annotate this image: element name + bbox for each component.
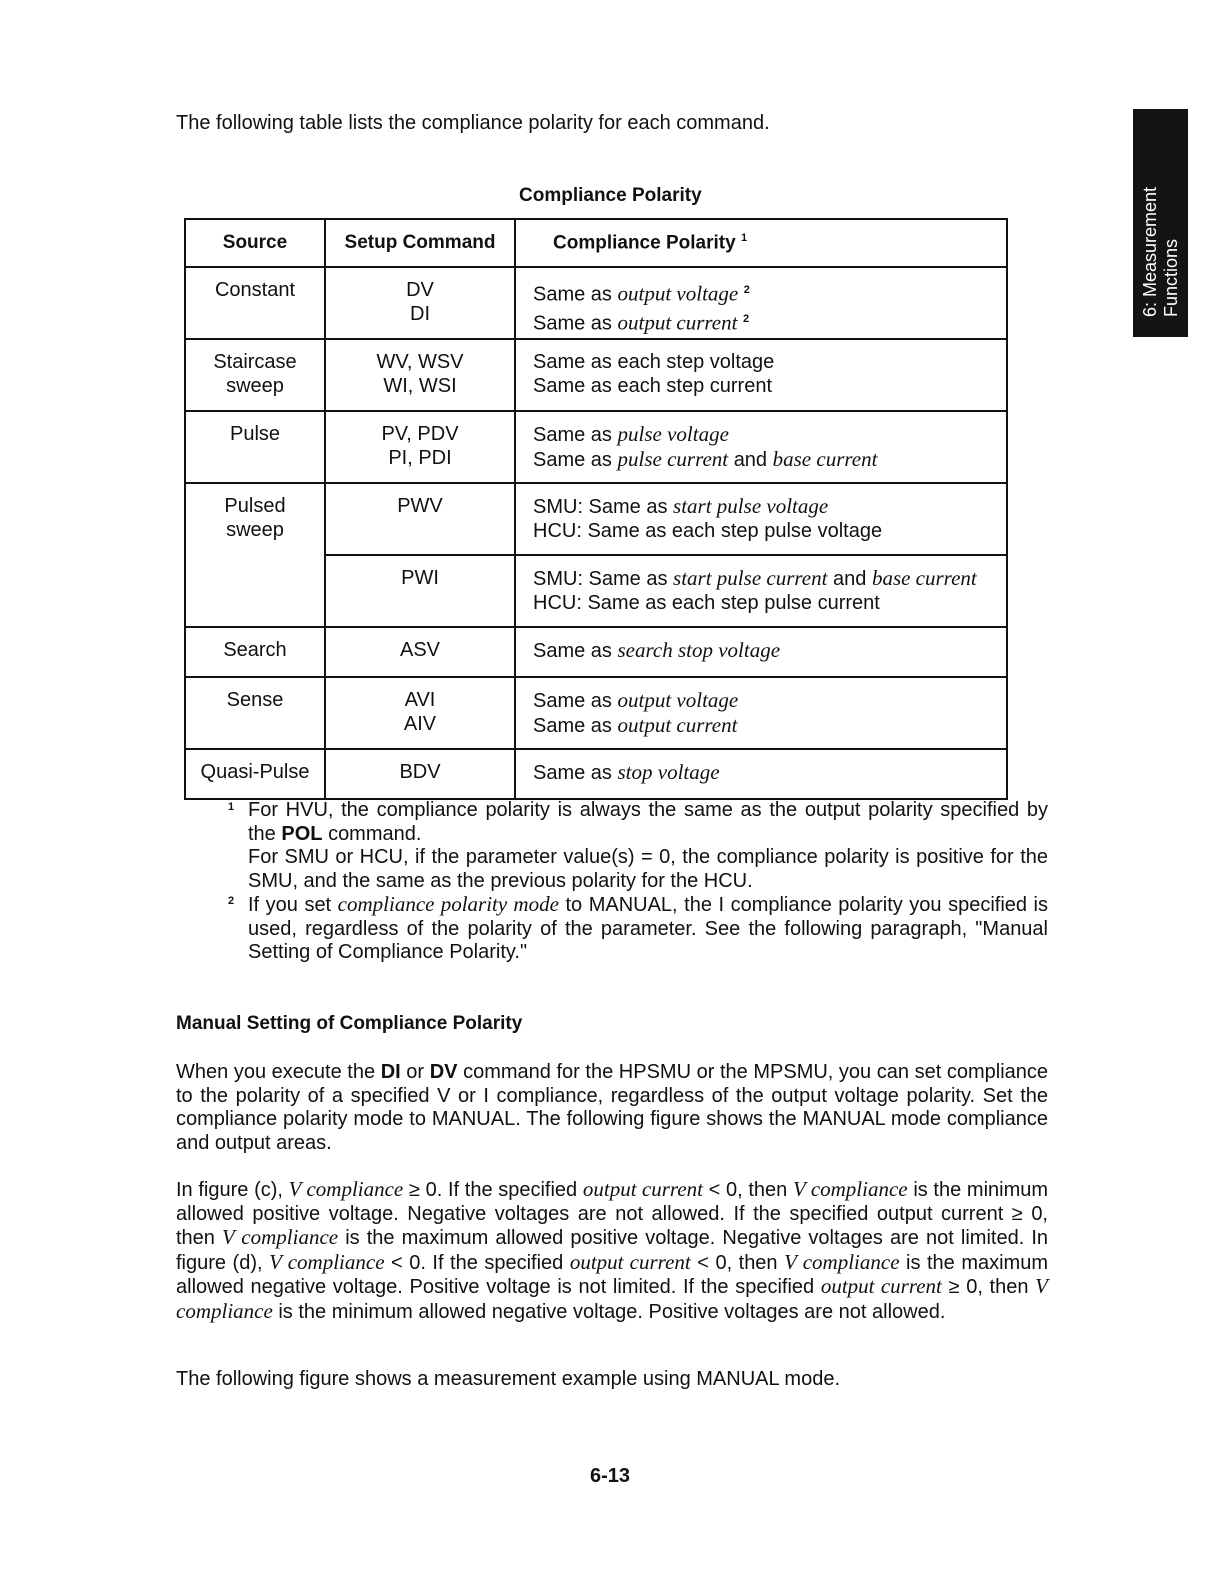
section-heading: Manual Setting of Compliance Polarity: [176, 1013, 523, 1034]
paragraph-example-intro: The following figure shows a measurement example using MANUAL mode.: [176, 1368, 841, 1390]
cell-polarity: Same as stop voltage: [515, 749, 1007, 799]
cell-polarity: SMU: Same as start pulse current and base current HCU: Same as each step pulse current: [515, 555, 1007, 627]
cell-command: PWV: [325, 483, 515, 555]
table-row-sense: [185, 677, 1007, 749]
footnotes: [228, 799, 1048, 965]
cell-command: DV DI: [325, 267, 515, 339]
table-row-search: [185, 627, 1007, 677]
cell-source: Pulsed sweep: [185, 483, 325, 627]
table-row-quasi-pulse: [185, 749, 1007, 799]
table-row-pulsed-sweep-pwv: [185, 483, 1007, 555]
cell-polarity: Same as output voltage $^2$ Same as output current $^2$: [515, 267, 1007, 339]
side-tab-line-1: 6: Measurement: [1140, 186, 1160, 317]
cell-command: ASV: [325, 627, 515, 677]
table-row-pulse: [185, 411, 1007, 483]
side-tab-line-2: Functions: [1161, 238, 1181, 317]
cell-command: PWI: [325, 555, 515, 627]
paragraph-manual-setting: When you execute the DI or DV command for the HPSMU or the MPSMU, you can set compliance to the polarity of a specified V or I compliance, regardless of the output voltage polarity. Set the compliance polarity mode to MANUAL. The following figure shows the MANUAL mode compliance and output areas.: [176, 1061, 1049, 1154]
compliance-polarity-table: [184, 218, 1008, 800]
cell-source: Constant: [185, 267, 325, 339]
cell-polarity: SMU: Same as start pulse voltage HCU: Same as each step pulse voltage: [515, 483, 1007, 555]
cell-source: Pulse: [185, 411, 325, 483]
footnote-mark: 1: [228, 801, 235, 813]
cell-source: Quasi-Pulse: [185, 749, 325, 799]
table-title: Compliance Polarity: [519, 185, 702, 206]
cell-command: PV, PDV PI, PDI: [325, 411, 515, 483]
footnote-2: 2 If you set compliance polarity mode to MANUAL, the I compliance polarity you specified is used, regardless of the polarity of the parameter. See the following paragraph, "Manual Setting of Compliance Polarity.": [228, 892, 1048, 963]
table-row-constant: [185, 267, 1007, 339]
cell-polarity: Same as search stop voltage: [515, 627, 1007, 677]
header-source: Source: [185, 219, 325, 267]
table-row-staircase: [185, 339, 1007, 411]
cell-command: WV, WSV WI, WSI: [325, 339, 515, 411]
footnote-mark: 2: [228, 895, 235, 907]
chapter-side-tab: [1133, 109, 1188, 337]
table-header-row: [185, 219, 1007, 267]
header-setup-command: Setup Command: [325, 219, 515, 267]
cell-source: Staircase sweep: [185, 339, 325, 411]
footnote-1: 1 For HVU, the compliance polarity is always the same as the output polarity specified by the POL command. For SMU or HCU, if the parameter value(s) = 0, the compliance polarity is positive for the SMU, and the same as the previous polarity for the HCU.: [228, 799, 1048, 893]
page-number: 6-13: [590, 1465, 631, 1487]
cell-source: Search: [185, 627, 325, 677]
intro-text: The following table lists the compliance polarity for each command.: [176, 112, 770, 134]
cell-polarity: Same as pulse voltage Same as pulse current and base current: [515, 411, 1007, 483]
cell-command: AVI AIV: [325, 677, 515, 749]
header-compliance-polarity: Compliance Polarity $^1$: [515, 219, 1007, 267]
cell-polarity: Same as each step voltage Same as each step current: [515, 339, 1007, 411]
cell-command: BDV: [325, 749, 515, 799]
cell-source: Sense: [185, 677, 325, 749]
paragraph-figure-explanation: In figure (c), V compliance ≥ 0. If the specified output current < 0, then V compliance is the minimum allowed positive voltage. Negative voltages are not allowed. If the specified output current ≥ 0, then V compliance is the maximum allowed positive voltage. Negative voltages are not limited. In figure (d), V compliance < 0. If the specified output current < 0, then V compliance is the maximum allowed negative voltage. Positive voltage is not limited. If the specified output current ≥ 0, then V compliance is the minimum allowed negative voltage. Positive voltages are not allowed.: [176, 1177, 1049, 1323]
cell-polarity: Same as output voltage Same as output current: [515, 677, 1007, 749]
